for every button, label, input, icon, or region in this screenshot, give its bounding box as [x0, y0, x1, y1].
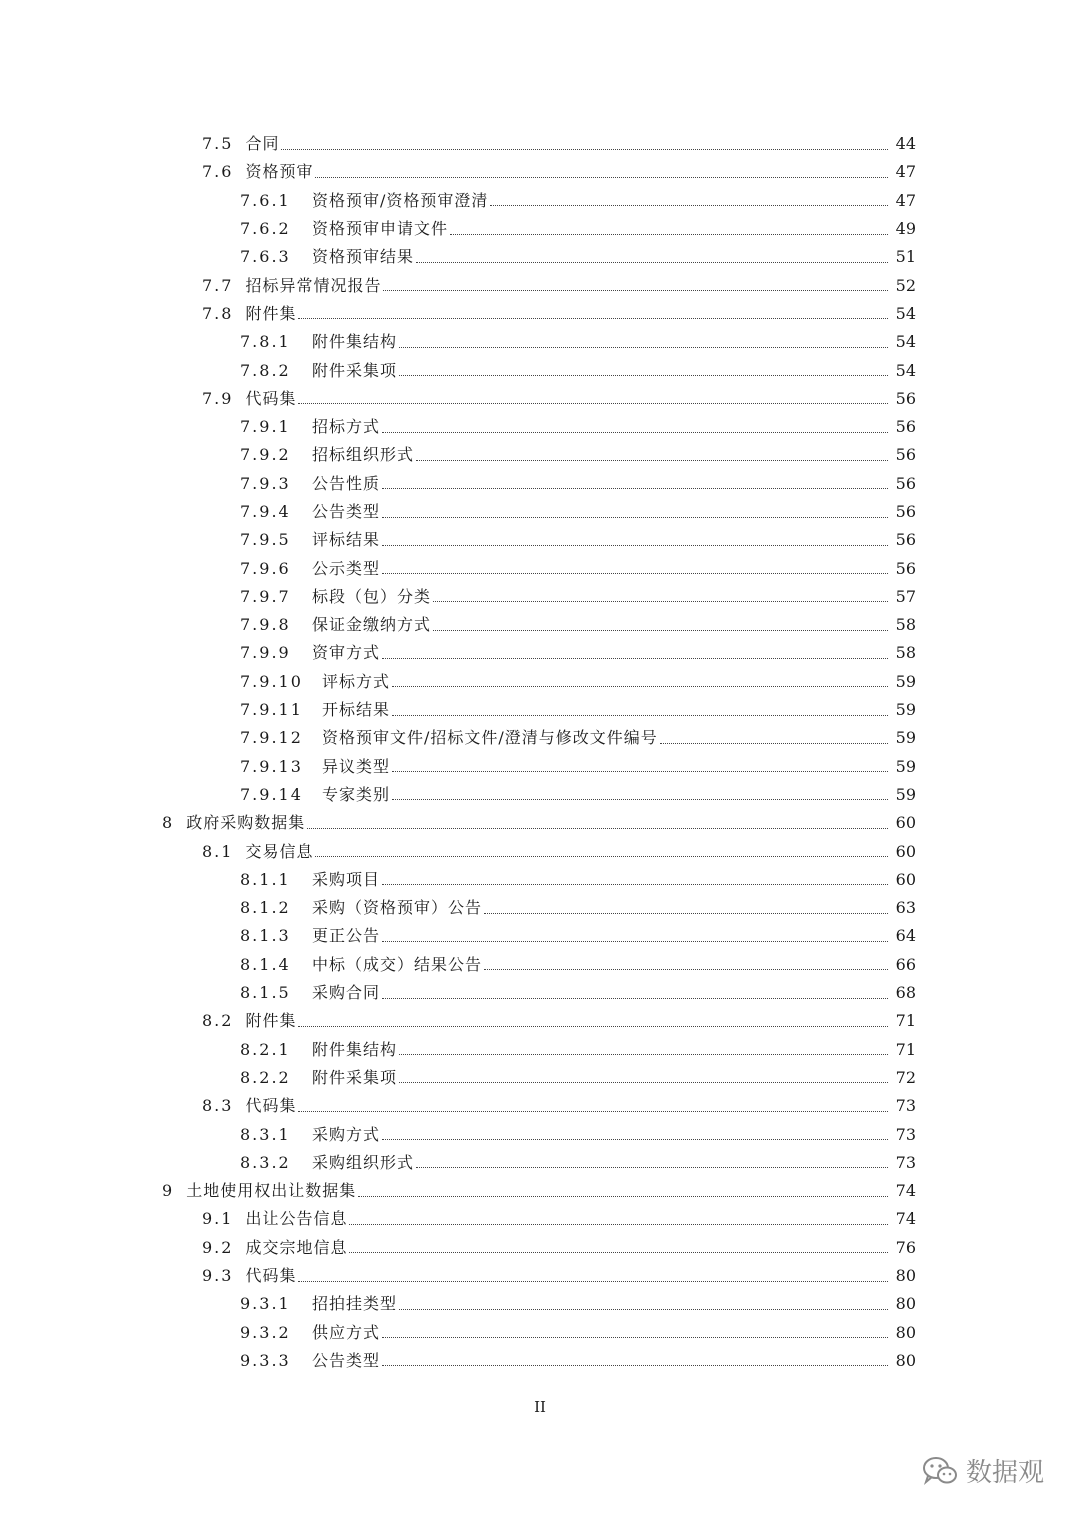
toc-entry-number: 9.3.3	[240, 1350, 291, 1370]
toc-entry-title: 招标方式	[312, 417, 381, 437]
toc-dot-leader	[382, 432, 888, 433]
toc-entry[interactable]	[0, 1036, 1080, 1064]
toc-dot-leader	[382, 545, 888, 546]
toc-dot-leader	[399, 1309, 888, 1310]
toc-entry-number: 8.1.2	[240, 898, 291, 918]
toc-entry[interactable]	[0, 1064, 1080, 1092]
toc-entry-number: 7.9.6	[240, 558, 291, 578]
toc-entry-title: 土地使用权出让数据集	[186, 1181, 357, 1201]
toc-entry-number: 8.1	[202, 841, 234, 861]
page-number: II	[534, 1398, 546, 1416]
toc-entry-number: 9.2	[202, 1237, 234, 1257]
toc-entry-title: 资格预审申请文件	[312, 219, 449, 239]
toc-entry[interactable]	[0, 187, 1080, 215]
toc-dot-leader	[383, 290, 888, 291]
toc-entry-number: 9.1	[202, 1209, 234, 1229]
watermark-text: 数据观	[965, 1458, 1044, 1488]
toc-entry-page: 74	[895, 1209, 916, 1229]
toc-dot-leader	[399, 375, 888, 376]
toc-entry-title: 开标结果	[322, 700, 391, 720]
toc-entry-title: 附件集结构	[312, 332, 398, 352]
toc-entry-title: 招标组织形式	[312, 445, 415, 465]
toc-entry-title: 更正公告	[312, 926, 381, 946]
toc-entry-number: 7.9.5	[240, 530, 291, 550]
toc-entry[interactable]	[0, 979, 1080, 1007]
toc-entry-number: 9.3	[202, 1266, 234, 1286]
toc-dot-leader	[416, 460, 888, 461]
toc-entry-number: 8.1.1	[240, 869, 291, 889]
toc-entry[interactable]	[0, 668, 1080, 696]
toc-dot-leader	[315, 177, 888, 178]
toc-entry-page: 72	[895, 1067, 916, 1087]
toc-entry-page: 74	[895, 1181, 916, 1201]
toc-dot-leader	[433, 601, 888, 602]
toc-entry[interactable]	[0, 894, 1080, 922]
toc-dot-leader	[382, 884, 888, 885]
toc-entry-title: 公告性质	[312, 473, 381, 493]
toc-entry-title: 资格预审/资格预审澄清	[312, 190, 489, 210]
toc-entry-title: 资审方式	[312, 643, 381, 663]
toc-entry-title: 专家类别	[322, 784, 391, 804]
toc-entry-number: 7.9.4	[240, 502, 291, 521]
toc-entry-title: 代码集	[245, 1096, 297, 1116]
toc-dot-leader	[315, 856, 888, 857]
toc-entry-page: 73	[895, 1152, 916, 1172]
toc-entry-title: 公示类型	[312, 558, 381, 578]
toc-entry[interactable]	[0, 1290, 1080, 1318]
toc-entry[interactable]	[0, 866, 1080, 894]
toc-entry-title: 中标（成交）结果公告	[312, 954, 483, 974]
toc-entry[interactable]	[0, 724, 1080, 752]
toc-entry-number: 8.3.2	[240, 1152, 291, 1172]
toc-entry-title: 附件集	[245, 303, 297, 323]
toc-entry-title: 异议类型	[322, 756, 391, 776]
toc-entry-number: 7.9.13	[240, 756, 303, 776]
toc-entry-page: 71	[895, 1011, 916, 1031]
toc-entry[interactable]	[0, 809, 1080, 837]
toc-entry-number: 7.9.14	[240, 784, 303, 804]
toc-dot-leader	[416, 1167, 888, 1168]
toc-entry[interactable]	[0, 1149, 1080, 1177]
toc-entry-number: 8	[162, 813, 175, 833]
toc-entry-title: 交易信息	[245, 841, 314, 861]
toc-dot-leader	[399, 1082, 888, 1083]
toc-entry-number: 8.3.1	[240, 1124, 291, 1144]
toc-dot-leader	[392, 771, 888, 772]
toc-entry-number: 9	[162, 1181, 175, 1201]
toc-entry-number: 7.9.2	[240, 445, 291, 465]
toc-entry-title: 招标异常情况报告	[245, 275, 382, 295]
toc-dot-leader	[298, 318, 888, 319]
toc-entry[interactable]	[0, 1007, 1080, 1035]
toc-entry-number: 7.7	[202, 275, 234, 295]
toc-entry-title: 采购合同	[312, 983, 381, 1003]
toc-entry-title: 合同	[245, 134, 280, 154]
toc-dot-leader	[416, 262, 888, 263]
toc-dot-leader	[382, 1139, 888, 1140]
toc-dot-leader	[382, 998, 888, 999]
toc-entry-title: 代码集	[245, 1266, 297, 1286]
toc-entry-title: 公告类型	[312, 502, 381, 521]
toc-entry-number: 7.6.3	[240, 247, 291, 267]
toc-dot-leader	[382, 941, 888, 942]
toc-entry-number: 8.1.3	[240, 926, 291, 946]
toc-entry-page: 49	[895, 219, 916, 239]
toc-entry[interactable]	[0, 1318, 1080, 1346]
toc-entry[interactable]	[0, 300, 1080, 328]
toc-entry-page: 73	[895, 1124, 916, 1144]
toc-entry-page: 76	[895, 1237, 916, 1257]
toc-dot-leader	[382, 488, 888, 489]
toc-entry-page: 59	[895, 700, 916, 720]
toc-entry-number: 9.3.1	[240, 1294, 291, 1314]
toc-entry-page: 60	[895, 813, 916, 833]
toc-entry[interactable]	[0, 385, 1080, 413]
toc-entry-page: 80	[895, 1322, 916, 1342]
toc-entry-number: 7.9.8	[240, 615, 291, 635]
toc-entry-number: 7.8.1	[240, 332, 291, 352]
toc-entry[interactable]	[0, 753, 1080, 781]
toc-dot-leader	[298, 403, 888, 404]
toc-entry-number: 7.6	[202, 162, 234, 182]
toc-entry-page: 66	[895, 954, 916, 974]
toc-entry-page: 59	[895, 728, 916, 748]
toc-entry-title: 资格预审文件/招标文件/澄清与修改文件编号	[322, 728, 658, 748]
toc-entry-title: 资格预审	[245, 162, 314, 182]
toc-entry-page: 71	[895, 1039, 916, 1059]
toc-entry[interactable]	[0, 328, 1080, 356]
toc-entry-number: 7.8	[202, 303, 234, 323]
toc-entry-page: 58	[895, 643, 916, 663]
toc-entry[interactable]	[0, 922, 1080, 950]
toc-entry-title: 采购组织形式	[312, 1152, 415, 1172]
toc-dot-leader	[382, 573, 888, 574]
toc-dot-leader	[484, 913, 888, 914]
toc-entry[interactable]	[0, 498, 1080, 526]
toc-entry-page: 56	[895, 388, 916, 408]
toc-entry[interactable]	[0, 1205, 1080, 1233]
toc-entry-page: 56	[895, 558, 916, 578]
toc-dot-leader	[450, 234, 888, 235]
toc-entry[interactable]	[0, 611, 1080, 639]
toc-entry[interactable]	[0, 837, 1080, 865]
toc-entry-page: 52	[895, 275, 916, 295]
toc-entry-title: 附件集	[245, 1011, 297, 1031]
wechat-icon	[922, 1456, 958, 1486]
toc-entry-page: 47	[895, 190, 916, 210]
toc-entry-page: 47	[895, 162, 916, 182]
toc-dot-leader	[382, 1365, 888, 1366]
toc-entry-number: 7.9.11	[240, 700, 303, 720]
toc-entry[interactable]	[0, 696, 1080, 724]
toc-entry-title: 评标方式	[322, 671, 391, 691]
toc-entry[interactable]	[0, 243, 1080, 271]
toc-entry[interactable]	[0, 215, 1080, 243]
toc-entry[interactable]	[0, 1262, 1080, 1290]
toc-dot-leader	[307, 828, 888, 829]
toc-entry[interactable]	[0, 526, 1080, 554]
toc-dot-leader	[281, 149, 888, 150]
toc-entry-page: 56	[895, 445, 916, 465]
toc-dot-leader	[392, 799, 888, 800]
toc-dot-leader	[490, 205, 888, 206]
toc-dot-leader	[298, 1111, 888, 1112]
toc-entry-page: 73	[895, 1096, 916, 1116]
toc-entry-page: 80	[895, 1294, 916, 1314]
toc-entry-number: 8.3	[202, 1096, 234, 1116]
toc-entry-page: 59	[895, 671, 916, 691]
toc-entry-page: 64	[895, 926, 916, 946]
toc-entry-page: 59	[895, 784, 916, 804]
toc-dot-leader	[298, 1281, 888, 1282]
toc-entry-number: 7.9.10	[240, 671, 303, 691]
toc-entry-page: 59	[895, 756, 916, 776]
toc-dot-leader	[358, 1196, 888, 1197]
toc-entry-title: 评标结果	[312, 530, 381, 550]
toc-entry-page: 56	[895, 530, 916, 550]
toc-entry-page: 56	[895, 473, 916, 493]
toc-entry[interactable]	[0, 158, 1080, 186]
toc-entry-page: 54	[895, 332, 916, 352]
toc-entry-number: 7.9.9	[240, 643, 291, 663]
toc-entry-number: 9.3.2	[240, 1322, 291, 1342]
toc-entry-number: 8.1.5	[240, 983, 291, 1003]
toc-entry-title: 采购（资格预审）公告	[312, 898, 483, 918]
toc-entry-page: 63	[895, 898, 916, 918]
toc-entry[interactable]	[0, 130, 1080, 158]
toc-entry[interactable]	[0, 781, 1080, 809]
toc-entry-number: 7.6.1	[240, 190, 291, 210]
toc-entry[interactable]	[0, 271, 1080, 299]
toc-entry-title: 出让公告信息	[245, 1209, 348, 1229]
toc-entry-page: 68	[895, 983, 916, 1003]
toc-dot-leader	[349, 1252, 888, 1253]
toc-dot-leader	[382, 658, 888, 659]
toc-entry-page: 57	[895, 586, 916, 606]
toc-entry-page: 44	[895, 134, 916, 154]
toc-entry[interactable]	[0, 1120, 1080, 1148]
toc-dot-leader	[382, 1337, 888, 1338]
toc-entry[interactable]	[0, 441, 1080, 469]
toc-entry-number: 7.9	[202, 388, 234, 408]
toc-entry[interactable]	[0, 951, 1080, 979]
toc-entry[interactable]	[0, 356, 1080, 384]
toc-entry-title: 公告类型	[312, 1350, 381, 1370]
toc-entry-title: 标段（包）分类	[312, 586, 432, 606]
toc-dot-leader	[433, 630, 888, 631]
toc-entry-number: 7.5	[202, 134, 234, 154]
toc-entry[interactable]	[0, 413, 1080, 441]
toc-entry[interactable]	[0, 639, 1080, 667]
toc-entry-number: 8.1.4	[240, 954, 291, 974]
toc-entry[interactable]	[0, 583, 1080, 611]
toc-entry-number: 7.9.12	[240, 728, 303, 748]
table-of-contents	[0, 130, 1080, 1375]
toc-entry[interactable]	[0, 1177, 1080, 1205]
toc-dot-leader	[392, 715, 888, 716]
toc-entry-number: 7.9.1	[240, 417, 291, 437]
toc-entry-page: 60	[895, 869, 916, 889]
toc-dot-leader	[399, 1054, 888, 1055]
toc-entry-number: 7.8.2	[240, 360, 291, 380]
toc-entry-number: 7.9.3	[240, 473, 291, 493]
toc-entry-page: 80	[895, 1266, 916, 1286]
toc-entry-title: 采购方式	[312, 1124, 381, 1144]
toc-entry-title: 附件集结构	[312, 1039, 398, 1059]
toc-entry-title: 成交宗地信息	[245, 1237, 348, 1257]
toc-entry-title: 代码集	[245, 388, 297, 408]
toc-entry-title: 附件采集项	[312, 360, 398, 380]
toc-entry-number: 7.6.2	[240, 219, 291, 239]
toc-entry-title: 资格预审结果	[312, 247, 415, 267]
toc-dot-leader	[660, 743, 888, 744]
toc-entry-title: 供应方式	[312, 1322, 381, 1342]
toc-dot-leader	[484, 969, 888, 970]
toc-entry-title: 采购项目	[312, 869, 381, 889]
toc-entry-number: 7.9.7	[240, 586, 291, 606]
toc-entry[interactable]	[0, 1092, 1080, 1120]
toc-dot-leader	[382, 517, 888, 518]
toc-entry-page: 54	[895, 303, 916, 323]
toc-dot-leader	[298, 1026, 888, 1027]
toc-entry-title: 招拍挂类型	[312, 1294, 398, 1314]
toc-entry-page: 80	[895, 1350, 916, 1370]
toc-dot-leader	[392, 686, 888, 687]
toc-entry-page: 56	[895, 417, 916, 437]
toc-entry-page: 60	[895, 841, 916, 861]
toc-dot-leader	[349, 1224, 888, 1225]
toc-entry-page: 58	[895, 615, 916, 635]
toc-entry-number: 8.2.2	[240, 1067, 291, 1087]
toc-dot-leader	[399, 347, 888, 348]
toc-entry-number: 8.2	[202, 1011, 234, 1031]
toc-entry[interactable]	[0, 470, 1080, 498]
toc-entry-page: 51	[895, 247, 916, 267]
toc-entry[interactable]	[0, 1234, 1080, 1262]
toc-entry[interactable]	[0, 1347, 1080, 1375]
toc-entry-title: 附件采集项	[312, 1067, 398, 1087]
toc-entry-title: 政府采购数据集	[186, 813, 306, 833]
toc-entry[interactable]	[0, 554, 1080, 582]
toc-entry-title: 保证金缴纳方式	[312, 615, 432, 635]
toc-entry-number: 8.2.1	[240, 1039, 291, 1059]
watermark	[922, 1452, 1044, 1489]
toc-entry-page: 56	[895, 502, 916, 521]
toc-entry-page: 54	[895, 360, 916, 380]
